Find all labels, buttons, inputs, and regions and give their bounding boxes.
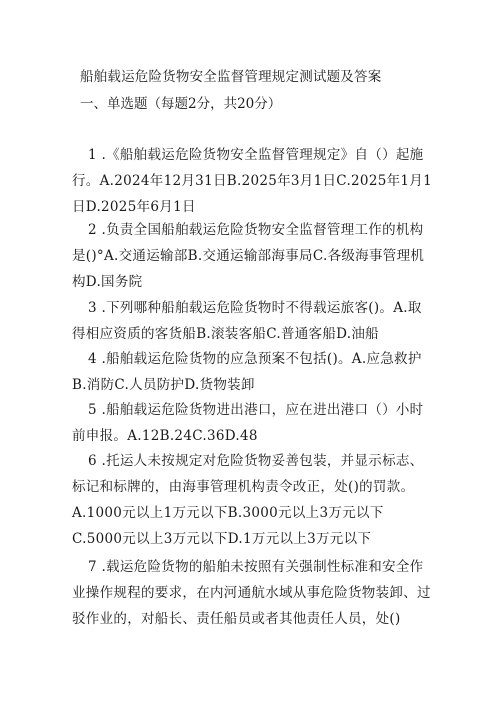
question-2: 2 .负责全国船舶载运危险货物安全监督管理工作的机构是()°A.交通运输部B.交通运输部海事局C.各级海事管理机构D.国务院 (72, 222, 425, 290)
question-3: 3 .下列哪种船舶载运危险货物时不得载运旅客()。A.取得相应资质的客货船B.滚装客船C.普通客船D.油船 (72, 300, 422, 342)
question-1: 1 .《船舶载运危险货物安全监督管理规定》自（）起施行。A.2024年12月31日B.2025年3月1日C.2025年1月1日D.2025年6月1日 (72, 147, 432, 215)
section-heading: 一、单选题（每题2分，共20分） (80, 96, 282, 112)
question-5: 5 .船舶载运危险货物进出港口，应在进出港口（）小时前申报。A.12B.24C.36D.48 (72, 402, 424, 444)
question-6: 6 .托运人未按规定对危险货物妥善包装，并显示标志、标记和标牌的，由海事管理机构责令改正，处()的罚款。A.1000元以上1万元以下B.3000元以上3万元以下C.5000元以上3万元以下D.1万元以上3万元以下 (72, 453, 424, 547)
question-7: 7 .载运危险货物的船舶未按照有关强制性标准和安全作业操作规程的要求，在内河通航水域从事危险货物装卸、过驳作业的，对船长、责任船员或者其他责任人员，处() (72, 559, 431, 627)
question-4: 4 .船舶载运危险货物的应急预案不包括()。A.应急救护B.消防C.人员防护D.货物装卸 (72, 351, 422, 393)
document-title: 船舶载运危险货物安全监督管理规定测试题及答案 (80, 69, 382, 85)
